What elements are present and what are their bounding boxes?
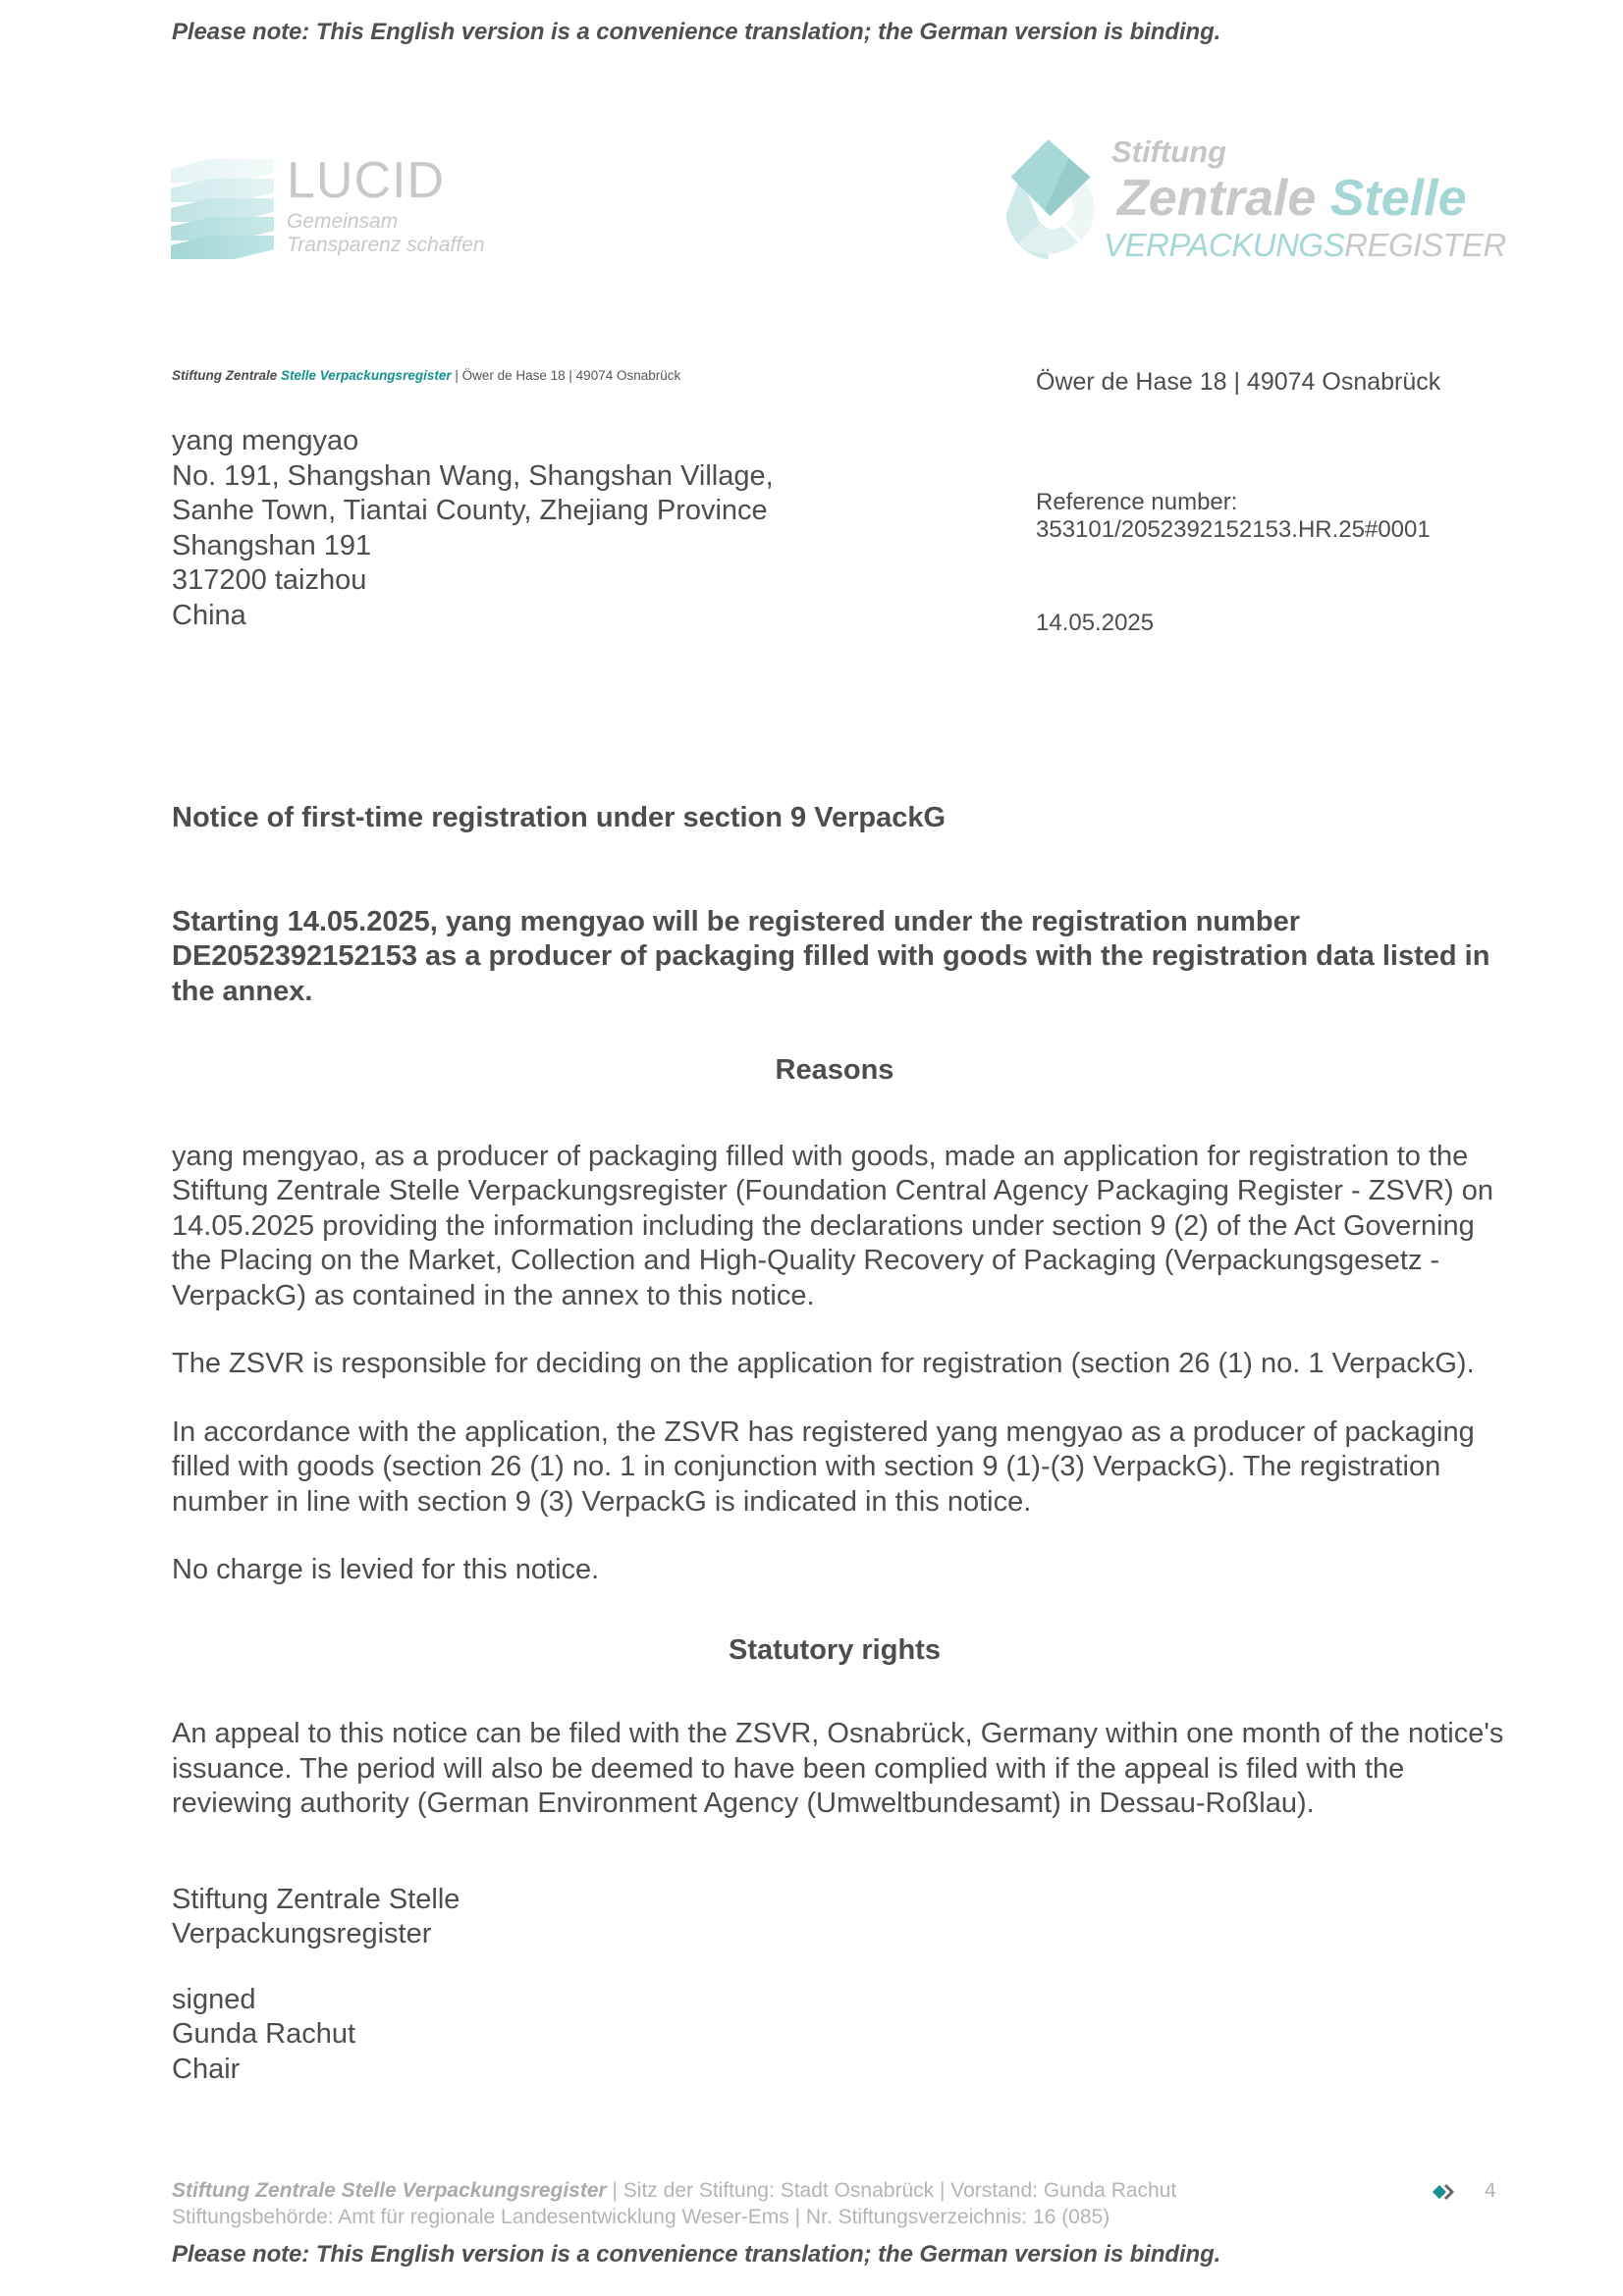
reasons-paragraph: In accordance with the application, the ZSVR has registered yang mengyao as a producer of packaging filled with goods (section 26 (1) no. 1 in conjunction with section 9 (1)-(3) VerpackG). The registration number in line with section 9 (3) VerpackG is indicated in this notice. (172, 1415, 1475, 1518)
signature-org-line2: Verpackungsregister (172, 1918, 432, 1949)
zsvr-drop-icon (1001, 139, 1100, 261)
reference-number: 353101/2052392152153.HR.25#0001 (1036, 516, 1431, 543)
reasons-paragraph: yang mengyao, as a producer of packaging filled with goods, made an application for registration to the Stiftung Zentrale Stelle Verpackungsregister (Foundation Central Agency Packaging Register - ZSVR) on 14.05.2025 providing the information including the declarations under section 9 (2) of the Act Governing the Placing on the Market, Collection and High-Quality Recovery of Packaging (Verpackungsgesetz - VerpackG) as contained in the annex to this notice. (172, 1140, 1493, 1311)
recipient-line: 317200 taizhou (172, 564, 367, 596)
zsvr-stelle-text: Stelle (1329, 170, 1467, 227)
sender-org (172, 368, 452, 383)
page-footer (172, 2177, 1176, 2230)
lucid-tagline-2: Transparenz schaffen (287, 234, 485, 256)
footer-line1-rest: | Sitz der Stiftung: Stadt Osnabrück | Vorstand: Gunda Rachut (612, 2179, 1177, 2202)
signature-org (172, 1883, 1517, 1952)
letter-body (172, 801, 1517, 2087)
lucid-logo (171, 152, 524, 268)
reference-label: Reference number: (1036, 489, 1238, 515)
translation-notice-top: Please note: This English version is a convenience translation; the German version is binding. (172, 19, 1221, 45)
recipient-line: Sanhe Town, Tiantai County, Zhejiang Province (172, 495, 768, 526)
zsvr-stiftung-text: Stiftung (1111, 134, 1227, 169)
signature-name: Gunda Rachut (172, 2018, 356, 2050)
reasons-heading: Reasons (775, 1054, 894, 1086)
footer-line2: Stiftungsbehörde: Amt für regionale Landesentwicklung Weser-Ems | Nr. Stiftungsverzeichnis: 16 (085) (172, 2206, 1110, 2228)
recipient-line: No. 191, Shangshan Wang, Shangshan Village, (172, 459, 774, 492)
zsvr-zentrale-stelle (1117, 171, 1466, 226)
letter-date: 14.05.2025 (1036, 610, 1155, 636)
zsvr-logo (1001, 135, 1532, 268)
signature-block (172, 1983, 1517, 2088)
sender-org-part1: Stiftung Zentrale (172, 368, 278, 383)
footer-org: Stiftung Zentrale Stelle Verpackungsregister (172, 2179, 607, 2202)
statutory-rights-heading: Statutory rights (729, 1633, 941, 1666)
recipient-name: yang mengyao (172, 425, 359, 456)
lucid-wordmark: LUCID (287, 152, 446, 209)
zsvr-register-text: REGISTER (1344, 227, 1506, 263)
recipient-address (172, 424, 977, 633)
sender-address: | Öwer de Hase 18 | 49074 Osnabrück (455, 368, 681, 383)
sender-org-part2: Stelle Verpackungsregister (281, 368, 452, 383)
lead-paragraph: Starting 14.05.2025, yang mengyao will be registered under the registration number DE2052392152153 as a producer of packaging filled with goods with the registration data listed in the annex. (172, 905, 1490, 1007)
signature-signed: signed (172, 1983, 256, 2015)
zsvr-verpackungsregister (1104, 228, 1506, 263)
zsvr-zentrale-text: Zentrale (1117, 170, 1317, 227)
lucid-tagline-1: Gemeinsam (287, 210, 399, 233)
diamond-chevron-icon (1432, 2182, 1457, 2202)
statutory-rights-text: An appeal to this notice can be filed with the ZSVR, Osnabrück, Germany within one month of the notice's issuance. The period will also be deemed to have been complied with if the appeal is filed with the reviewing authority (German Environment Agency (Umweltbundesamt) in Dessau-Roßlau). (172, 1718, 1504, 1819)
recipient-country: China (172, 599, 246, 631)
lucid-stack-icon (171, 155, 274, 261)
reasons-paragraph: No charge is levied for this notice. (172, 1554, 600, 1585)
page-number: 4 (1485, 2179, 1496, 2202)
subject-heading: Notice of first-time registration under section 9 VerpackG (172, 802, 947, 833)
agency-address: Öwer de Hase 18 | 49074 Osnabrück (1036, 368, 1441, 396)
signature-org-line1: Stiftung Zentrale Stelle (172, 1883, 460, 1915)
reasons-paragraph: The ZSVR is responsible for deciding on the application for registration (section 26 (1) no. 1 VerpackG). (172, 1348, 1475, 1379)
footer-line1 (172, 2177, 1176, 2204)
translation-notice-bottom: Please note: This English version is a convenience translation; the German version is binding. (172, 2241, 1221, 2268)
zsvr-verpackungs-text: VERPACKUNGS (1104, 227, 1345, 263)
sender-line (172, 367, 680, 385)
signature-title: Chair (172, 2053, 241, 2085)
recipient-line: Shangshan 191 (172, 529, 372, 561)
